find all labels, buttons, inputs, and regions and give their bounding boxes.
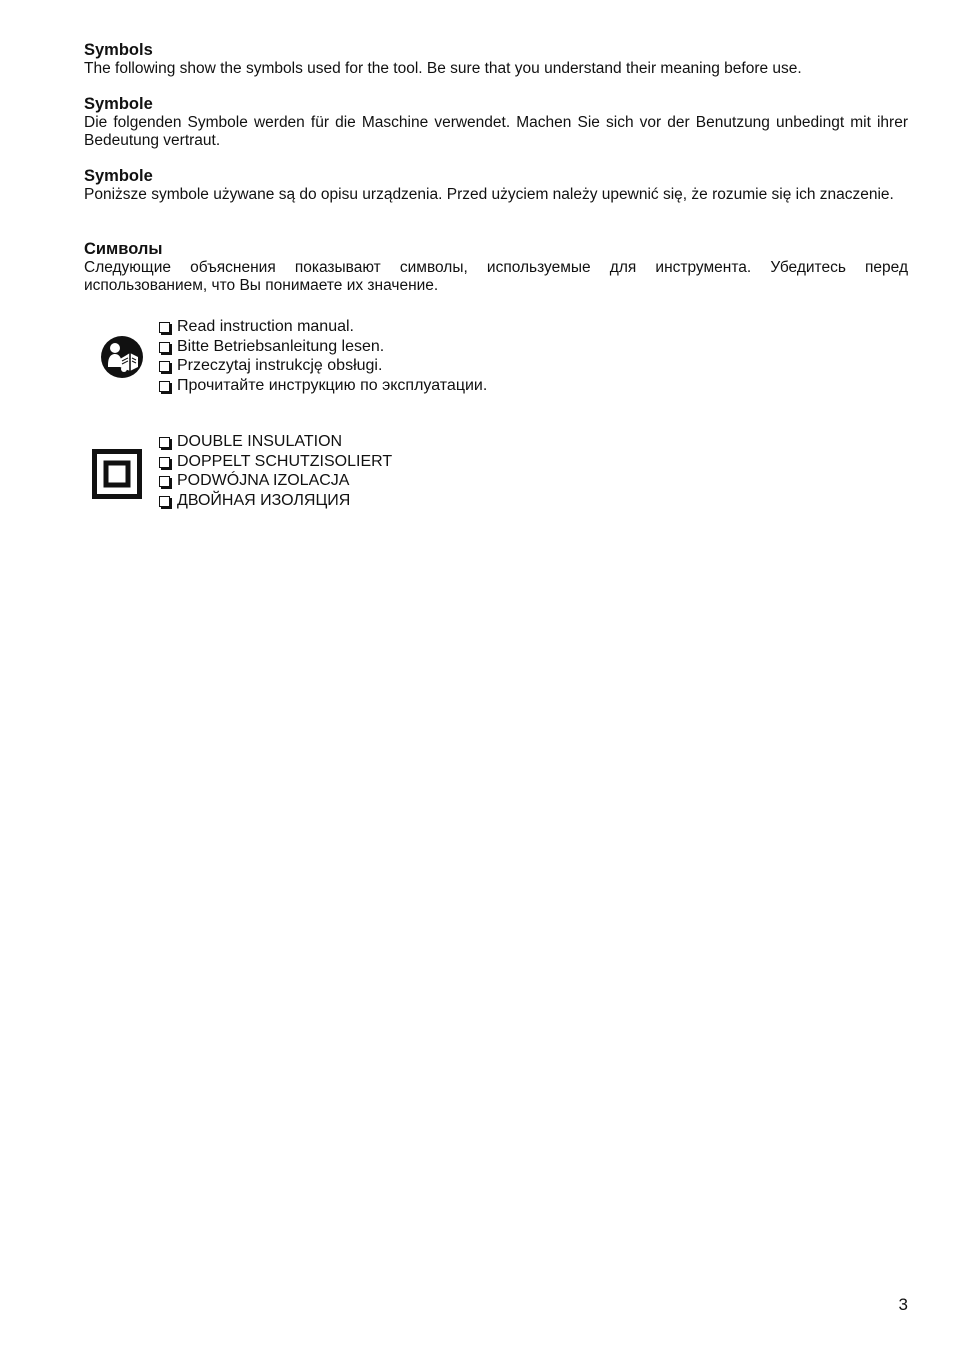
section-german: [84, 94, 908, 150]
list-item-label: ДВОЙНАЯ ИЗОЛЯЦИЯ: [177, 491, 351, 509]
section-russian: [84, 239, 908, 295]
list-item-label: PODWÓJNA IZOLACJA: [177, 472, 350, 489]
section-polish: [84, 166, 908, 204]
checkbox-bullet-icon: [159, 457, 170, 468]
section-heading: Symbols: [84, 41, 153, 59]
list-item: [158, 317, 487, 337]
list-item-label: DOPPELT SCHUTZISOLIERT: [177, 452, 393, 470]
list-item: [158, 337, 487, 357]
double-insulation-icon: [92, 449, 142, 499]
list-item-label: Przeczytaj instrukcję obsługi.: [177, 357, 383, 374]
list-item-label: Прочитайте инструкцию по эксплуатации.: [177, 376, 488, 394]
list-item: [158, 356, 487, 376]
list-item-label: DOUBLE INSULATION: [177, 433, 343, 450]
list-item: [158, 491, 392, 511]
section-text: Poniższe symbole używane są do opisu urządzenia. Przed użyciem należy upewnić się, że rozumie się ich znaczenie.: [84, 186, 894, 203]
checkbox-bullet-icon: [159, 342, 170, 353]
checkbox-bullet-icon: [159, 322, 170, 333]
read-manual-icon: [100, 335, 144, 379]
checkbox-bullet-icon: [159, 496, 170, 507]
checkbox-bullet-icon: [159, 476, 170, 487]
list-item: [158, 452, 392, 472]
section-english: [84, 40, 908, 78]
section-text: Die folgenden Symbole werden für die Maschine verwendet. Machen Sie sich vor der Benutzung unbedingt mit ihrer Bedeutung vertraut.: [84, 114, 908, 149]
list-item-label: Bitte Betriebsanleitung lesen.: [177, 337, 385, 355]
list-item: [158, 432, 392, 452]
section-text: Следующие объяснения показывают символы, используемые для инструмента. Убедитесь перед использованием, что Вы понимаете их значение.: [84, 259, 908, 294]
checkbox-bullet-icon: [159, 381, 170, 392]
checkbox-bullet-icon: [159, 361, 170, 372]
symbol-list: [158, 432, 392, 510]
symbol-list: [158, 317, 487, 395]
list-item-label: Read instruction manual.: [177, 318, 354, 335]
section-heading: Symbole: [84, 95, 153, 113]
page-number: 3: [898, 1295, 908, 1314]
list-item: [158, 376, 487, 396]
checkbox-bullet-icon: [159, 437, 170, 448]
section-heading: Symbole: [84, 167, 153, 185]
section-heading: Символы: [84, 240, 163, 258]
section-text: The following show the symbols used for the tool. Be sure that you understand their meaning before use.: [84, 60, 802, 77]
list-item: [158, 471, 392, 491]
